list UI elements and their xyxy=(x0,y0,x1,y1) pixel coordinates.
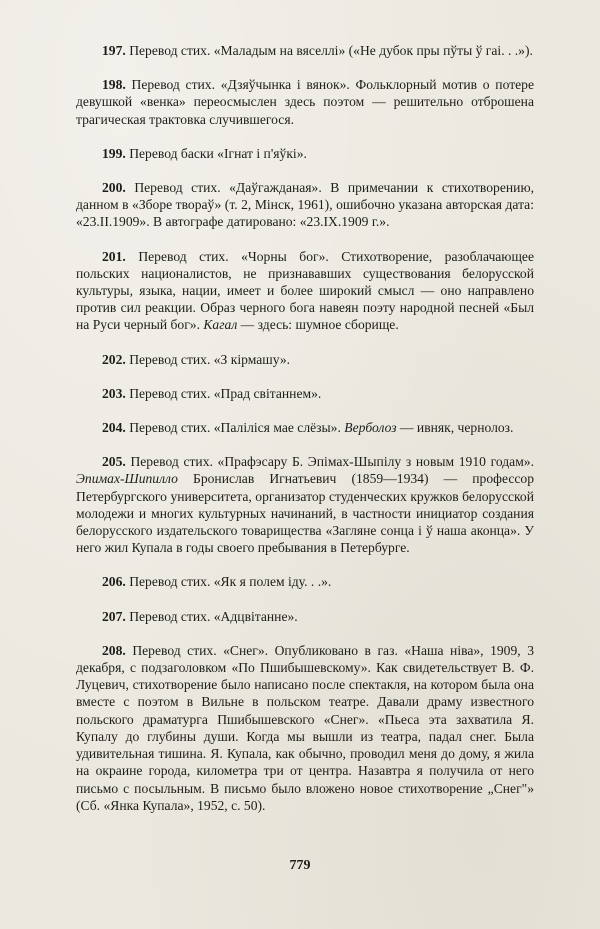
note-208 xyxy=(76,642,534,814)
note-text: Перевод баски «Ігнат і п'яўкі». xyxy=(125,145,307,161)
note-text: Перевод стих. «Маладым на вяселлі» («Не дубок пры пўты ў гаі. . .»). xyxy=(125,43,533,58)
note-number: 205. xyxy=(102,454,126,470)
note-text: Перевод стих. «Дзяўчынка і вянок». Фольклорный мотив о потере девушкой «венка» переосмыслен здесь поэтом — решительно отброшена трагическая трактовка случившегося. xyxy=(76,77,534,127)
note-207 xyxy=(76,608,534,625)
note-199 xyxy=(76,145,534,162)
note-205 xyxy=(76,453,534,556)
note-text: Перевод стих. «Паліліся мае слёзы». xyxy=(125,420,345,436)
note-number: 200. xyxy=(102,180,126,196)
note-206 xyxy=(76,573,534,590)
note-200 xyxy=(76,179,534,231)
note-term: Кагал xyxy=(203,317,238,333)
note-term: Эпимах-Шипилло xyxy=(76,471,178,487)
note-text: Перевод стих. «Прад світаннем». xyxy=(125,385,322,401)
note-text: Перевод стих. «Адцвітанне». xyxy=(125,608,298,624)
note-number: 207. xyxy=(102,608,126,624)
note-text: Перевод стих. «Снег». Опубликовано в газ. «Наша ніва», 1909, 3 декабря, с подзаголовком «По Пшибышевскому». Как свидетельствует В. Ф. Луцевич, стихотворение было написано после спектакля, на котором была она вместе с поэтом в Вильне в польском театре. Давали драму известного польского драматурга Пшибышевского «Снег». «Пьеса эта захватила Я. Купалу до глубины души. Когда мы вышли из театра, падал снег. Была удивительная тишина. Я. Купала, как обычно, проводил меня до дому, я жила на окраине города, километра три от центра. Назавтра я получила от него письмо с посыльным. В письмо было вложено новое стихотворение „Снег"» (Сб. «Янка Купала», 1952, с. 50). xyxy=(76,642,534,813)
note-text: Перевод стих. «Прафэсару Б. Эпімах-Шыпілу з новым 1910 годам». xyxy=(125,454,534,470)
page-number: 779 xyxy=(289,858,311,873)
note-number: 206. xyxy=(102,574,126,590)
note-204 xyxy=(76,419,534,436)
note-number: 198. xyxy=(102,77,126,93)
note-text-rest: Бронислав Игнатьевич (1859—1934) — профессор Петербургского университета, организатор студенческих кружков белорусской молодежи и многих культурных начинаний, в частности инициатор создания белорусского издательского товарищества «Загляне сонца і ў наша аконца». У него жил Купала в годы своего пребывания в Петербурге. xyxy=(76,471,534,556)
note-text-rest: — ивняк, чернолоз. xyxy=(396,420,514,436)
note-number: 208. xyxy=(102,642,126,658)
note-number: 199. xyxy=(102,145,126,161)
note-text: Перевод стих. «З кірмашу». xyxy=(125,351,291,367)
note-number: 203. xyxy=(102,385,126,401)
note-text: Перевод стих. «Даўгажданая». В примечании к стихотворению, данном в «Зборе твораў» (т. 2, Мінск, 1961), ошибочно указана авторская дата: «23.ІІ.1909». В автографе датировано: «23.ІХ.1909 г.». xyxy=(76,180,534,230)
notes-column xyxy=(76,42,534,831)
note-202 xyxy=(76,351,534,368)
note-number: 197. xyxy=(102,43,126,58)
note-number: 204. xyxy=(102,420,126,436)
note-201 xyxy=(76,248,534,334)
note-text-rest: — здесь: шумное сборище. xyxy=(237,317,399,333)
note-number: 201. xyxy=(102,248,126,264)
note-198 xyxy=(76,76,534,128)
note-number: 202. xyxy=(102,351,126,367)
note-text: Перевод стих. «Чорны бог». Стихотворение, разоблачающее польских националистов, не признававших существования белорусской культуры, языка, нации, имеет и более широкий смысл — оно направлено против сил реакции. Образ черного бога навеян поэту народной песней «Был на Руси черный бог». xyxy=(76,248,534,333)
note-197 xyxy=(76,42,534,59)
note-203 xyxy=(76,385,534,402)
note-term: Верболоз xyxy=(344,420,397,436)
note-text: Перевод стих. «Як я полем іду. . .». xyxy=(125,574,332,590)
